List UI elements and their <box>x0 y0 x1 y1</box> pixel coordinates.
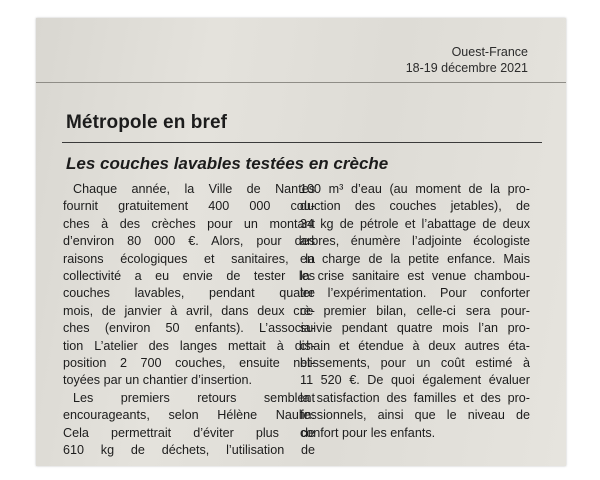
publication-name: Ouest-France <box>451 45 528 59</box>
header-divider <box>36 82 566 83</box>
text-line: ches (environ 50 enfants). L’associa- <box>63 321 315 336</box>
text-line: confort pour les enfants. <box>300 425 436 440</box>
text-line: Cela permettrait d’éviter plus de <box>63 425 315 440</box>
text-line: encourageants, selon Hélène Naulin. <box>63 408 315 423</box>
text-line: fessionnels, ainsi que le niveau de <box>300 408 530 423</box>
text-line: en charge de la petite enfance. Mais <box>300 251 530 266</box>
section-title: Métropole en bref <box>66 112 228 133</box>
text-line: ches à des crèches pour un montant <box>63 216 315 231</box>
text-line: toyées par un chantier d’insertion. <box>63 373 253 388</box>
text-line: mois, de janvier à avril, dans deux crè- <box>63 303 315 318</box>
text-line: position 2 700 couches, ensuite net- <box>63 356 315 371</box>
text-line: la crise sanitaire est venue chambou- <box>300 269 530 284</box>
text-line: collectivité a eu envie de tester les <box>63 269 315 284</box>
section-divider <box>62 142 542 143</box>
publication-header <box>406 44 528 76</box>
newspaper-clipping <box>36 18 566 466</box>
article-headline: Les couches lavables testées en crèche <box>66 154 389 173</box>
text-line: couches lavables, pendant quatre <box>63 286 315 301</box>
publication-date: 18-19 décembre 2021 <box>405 61 528 75</box>
text-line: ce premier bilan, celle-ci sera pour- <box>300 303 530 318</box>
text-line: chain et étendue à deux autres éta- <box>300 338 530 353</box>
text-line: raisons écologiques et sanitaires, la <box>63 251 315 266</box>
article-column-left <box>63 181 315 460</box>
text-line: suivie pendant quatre mois l’an pro- <box>300 321 530 336</box>
text-line: la satisfaction des familles et des pro- <box>300 390 530 405</box>
text-line: 11 520 €. De quoi également évaluer <box>300 373 530 388</box>
text-line: blissements, pour un coût estimé à <box>300 356 530 371</box>
article-column-right <box>300 181 530 442</box>
text-line: d’environ 80 000 €. Alors, pour des <box>63 234 315 249</box>
text-line: 610 kg de déchets, l’utilisation de <box>63 443 315 458</box>
text-line: Les premiers retours semblent <box>73 390 315 405</box>
text-line: tion L’atelier des langes mettait à dis- <box>63 338 315 353</box>
text-line: arbres, énumère l’adjointe écologiste <box>300 234 530 249</box>
text-line: 34 kg de pétrole et l’abattage de deux <box>300 216 530 231</box>
text-line: Chaque année, la Ville de Nantes <box>73 182 315 196</box>
text-line: 100 m³ d’eau (au moment de la pro- <box>300 182 530 196</box>
text-line: fournit gratuitement 400 000 cou- <box>63 199 315 214</box>
text-line: duction des couches jetables), de <box>300 199 530 214</box>
text-line: ler l’expérimentation. Pour conforter <box>300 286 530 301</box>
